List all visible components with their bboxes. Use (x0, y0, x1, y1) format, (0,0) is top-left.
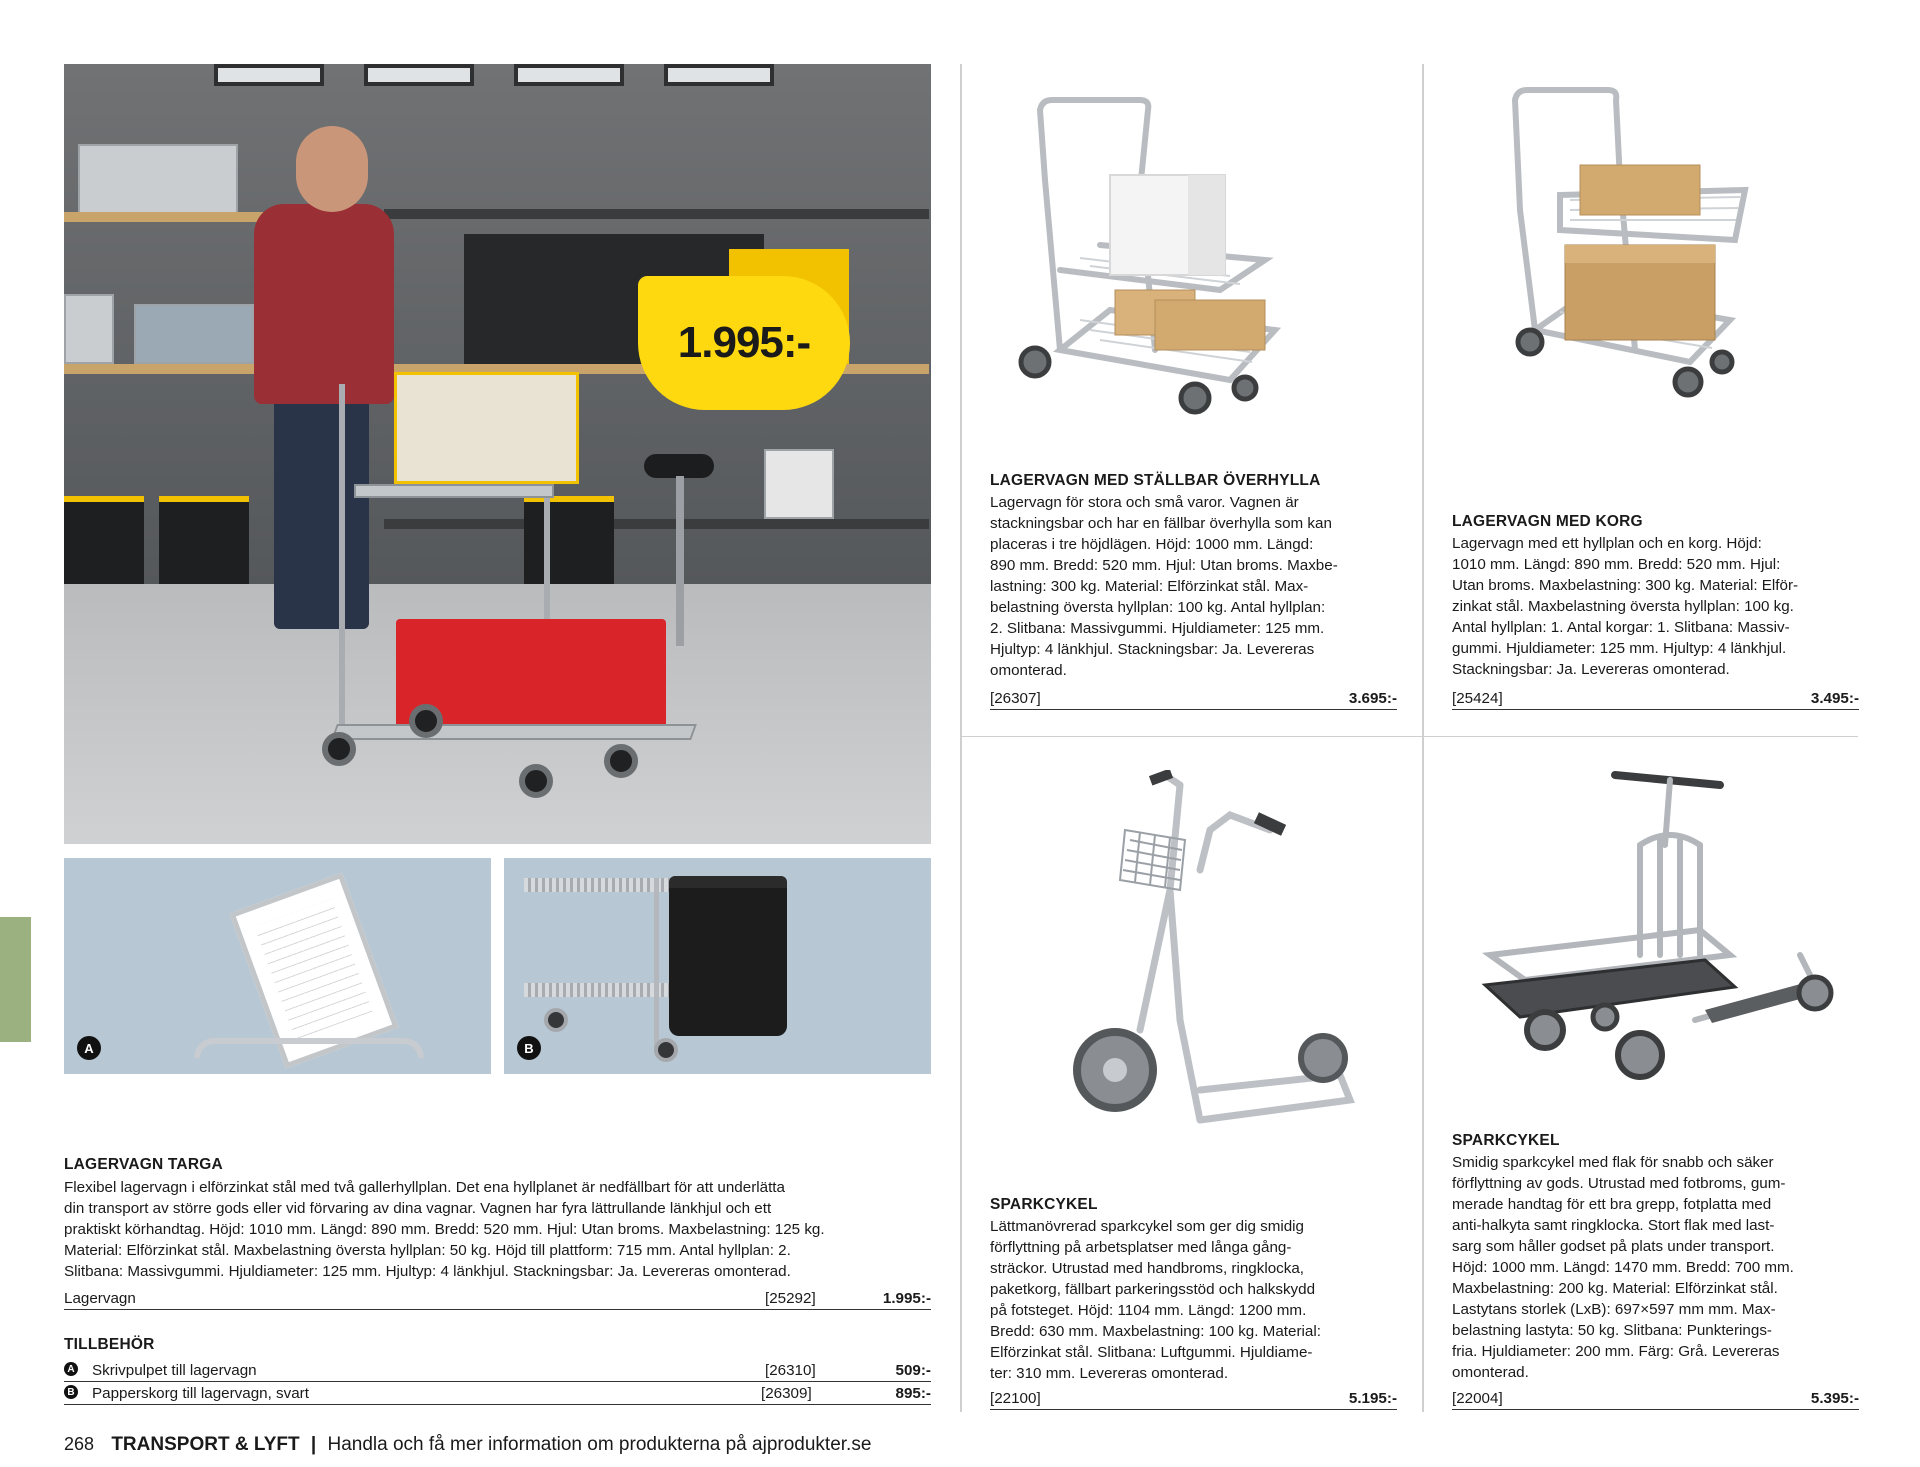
product-3-sku: [22100] (990, 1390, 1041, 1407)
accessory-row-a-sku: [26310] (765, 1362, 816, 1379)
product-1-price: 3.695:- (1348, 690, 1397, 707)
hero-photo (64, 64, 931, 844)
accessory-row-a-label: Skrivpulpet till lagervagn (92, 1362, 257, 1379)
section-side-tab (0, 917, 31, 1042)
column-divider-right (1422, 64, 1424, 1412)
accessory-row-b (64, 1381, 931, 1405)
accessories-heading: TILLBEHÖR (64, 1336, 155, 1353)
product-2-description: Lagervagn med ett hyllplan och en korg. Höjd: 1010 mm. Längd: 890 mm. Bredd: 520 mm. Hjul: Utan broms. Maxbelastning: 300 kg. Material: Elför- zinkat stål. Maxbelastning översta hyllplan: 100 kg. Antal hyllplan: 1. Antal korgar: 1. Slitbana: Massiv- gummi. Hjuldiameter: 125 mm. Hjultyp: 4 länkhjul. Stackningsbar: Ja. Levereras omonterad. (1452, 535, 1799, 678)
product-3-title: SPARKCYKEL (990, 1196, 1098, 1213)
accessory-b-marker: B (517, 1036, 541, 1060)
product-2-price: 3.495:- (1810, 690, 1859, 707)
page-footer (64, 1434, 871, 1456)
product-2-title: LAGERVAGN MED KORG (1452, 513, 1643, 530)
main-product-description: Flexibel lagervagn i elförzinkat stål med två gallerhyllplan. Det ena hyllplanet är nedfällbart för att underlätta din transport av större gods eller vid förvaring av dina vagnar. Vagnen har fyra lättrullande länkhjul och ett praktiskt körhandtag. Höjd: 1010 mm. Längd: 890 mm. Bredd: 520 mm. Hjul: Utan broms. Maxbelastning: 125 kg. Material: Elförzinkat stål. Maxbelastning översta hyllplan: 50 kg. Höjd till plattform: 715 mm. Antal hyllplan: 2. Slitbana: Massivgummi. Hjuldiameter: 125 mm. Hjultyp: 4 länkhjul. Stackningsbar: Ja. Levereras omonterad. (64, 1179, 825, 1280)
product-3-price: 5.195:- (1348, 1390, 1397, 1407)
accessory-row-b-price: 895:- (895, 1385, 931, 1402)
accessory-row-b-sku: [26309] (761, 1385, 812, 1402)
accessory-row-b-marker: B (64, 1385, 78, 1399)
product-4-price: 5.395:- (1810, 1390, 1859, 1407)
accessory-photo-b (504, 858, 931, 1074)
product-1-description: Lagervagn för stora och små varor. Vagnen är stackningsbar och har en fällbar överhylla som kan placeras i tre höjdlägen. Höjd: 1000 mm. Längd: 890 mm. Bredd: 520 mm. Hjul: Utan broms. Maxbe- lastning: 300 kg. Material: Elförzinkat stål. Max- belastning översta hyllplan: 100 kg. Antal hyllplan: 2. Slitbana: Massivgummi. Hjuldiameter: 125 mm. Hjultyp: 4 länkhjul. Stackningsbar: Ja. Levereras omonterad. (990, 494, 1338, 679)
column-divider-left (960, 64, 962, 1412)
main-product-row-label: Lagervagn (64, 1290, 136, 1307)
main-product-sku: [25292] (765, 1290, 816, 1307)
footer-separator: | (310, 1434, 317, 1455)
hero-price-badge: 1.995:- (638, 276, 850, 410)
product-2-sku: [25424] (1452, 690, 1503, 707)
main-product-price: 1.995:- (882, 1290, 931, 1307)
section-name: TRANSPORT & LYFT (111, 1434, 300, 1455)
product-3-image (1030, 770, 1370, 1140)
accessory-row-a-marker: A (64, 1362, 78, 1376)
product-4-sku: [22004] (1452, 1390, 1503, 1407)
product-3-description: Lättmanövrerad sparkcykel som ger dig smidig förflyttning på arbetsplatser med långa gång- sträckor. Utrustad med handbroms, ringklocka, paketkorg, fällbart parkeringsstöd och halkskydd på fotsteget. Höjd: 1104 mm. Längd: 1200 mm. Bredd: 630 mm. Maxbelastning: 100 kg. Material: Elförzinkat stål. Slitbana: Luftgummi. Hjuldiame- ter: 310 mm. Levereras omonterad. (990, 1218, 1321, 1382)
product-3-price-row (990, 1386, 1397, 1410)
page-number: 268 (64, 1434, 95, 1454)
product-4-description: Smidig sparkcykel med flak för snabb och säker förflyttning av gods. Utrustad med fotbroms, gum- merade handtag för ett bra grepp, fotplatta med anti-halkyta samt ringklocka. Stort flak med last- sarg som håller godset på plats under transport. Höjd: 1000 mm. Längd: 1470 mm. Bredd: 700 mm. Maxbelastning: 200 kg. Material: Elförzinkat stål. Lastytans storlek (LxB): 697×597 mm mm. Max- belastning lastyta: 50 kg. Slitbana: Punkterings- fria. Hjuldiameter: 200 mm. Färg: Grå. Levereras omonterad. (1452, 1154, 1794, 1381)
product-1-image (990, 80, 1320, 440)
product-4-title: SPARKCYKEL (1452, 1132, 1560, 1149)
product-1-price-row (990, 686, 1397, 710)
footer-tagline: Handla och få mer information om produkterna på ajprodukter.se (327, 1434, 872, 1455)
product-4-image (1480, 755, 1840, 1095)
accessory-row-a (64, 1358, 931, 1382)
accessory-photo-a (64, 858, 491, 1074)
accessory-row-a-price: 509:- (895, 1362, 931, 1379)
product-2-image (1490, 80, 1840, 430)
accessory-a-marker: A (77, 1036, 101, 1060)
row-divider (960, 736, 1858, 737)
main-product-title: LAGERVAGN TARGA (64, 1156, 223, 1173)
product-1-title: LAGERVAGN MED STÄLLBAR ÖVERHYLLA (990, 472, 1321, 489)
product-2-price-row (1452, 686, 1859, 710)
product-1-sku: [26307] (990, 690, 1041, 707)
main-product-price-row (64, 1286, 931, 1310)
accessory-row-b-label: Papperskorg till lagervagn, svart (92, 1385, 309, 1402)
product-4-price-row (1452, 1386, 1859, 1410)
